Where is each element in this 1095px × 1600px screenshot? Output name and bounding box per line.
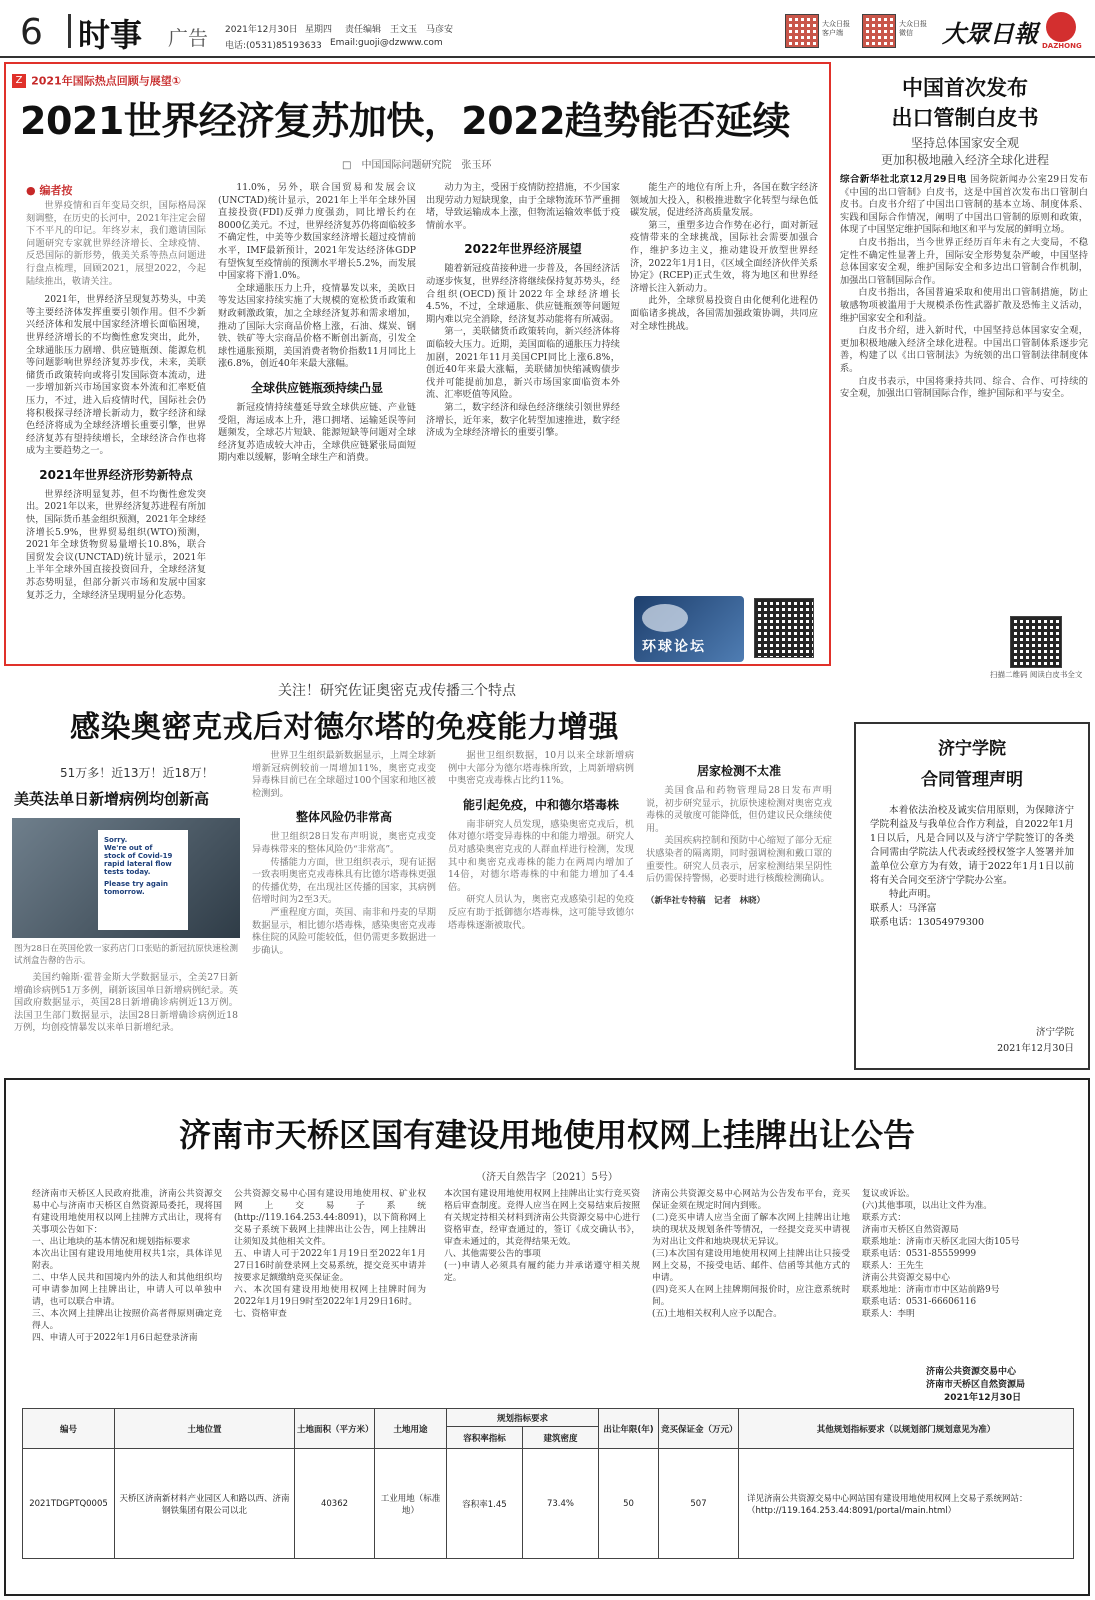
- qr2-label: 大众日报 微信: [899, 20, 927, 37]
- land-notice: [4, 1078, 1090, 1596]
- colB-para-2: 研究人员认为，奥密克戎感染引起的免疫反应有助于抵御德尔塔毒株，这可能导致德尔塔毒株逐渐被取代。: [448, 894, 634, 931]
- omicron-side-para: 美国约翰斯·霍普金斯大学数据显示，全美27日新增确诊病例51万多例，刷新该国单日新增病例纪录。英国政府数据显示，英国28日新增确诊病例近13万例。法国卫生部门数据显示，法国28日新增确诊病例近18万例，均创疫情暴发以来单日新增纪录。: [14, 972, 238, 1034]
- col2-para: 11.0%，另外，联合国贸易和发展会议(UNCTAD)统计显示，2021年上半年全球外国直接投资(FDI)反弹力度强劲，同比增长约在8000亿美元。不过，世界经济复苏仍将面临较多不确定性，中美等少数国家经济增长超过疫情前水平，IMF最新预计，2021年发达经济体GDP有望恢复至疫情前的预测水平增长5.2%，而发展中国家将下滑1.0%。: [218, 182, 416, 282]
- editor-note-head-text: 编者按: [39, 184, 73, 197]
- col1-subhead: 2021年世界经济形势新特点: [39, 467, 193, 482]
- land-table-head-row: [23, 1409, 1074, 1427]
- series-tag-text: 2021年国际热点回顾与展望①: [31, 74, 182, 88]
- col4-para: 能生产的地位有所上升，各国在数字经济领域加大投入，积极推进数字化转型与绿色低碳发展，促进经济高质量发展。: [630, 182, 818, 219]
- col4-body: [630, 182, 818, 333]
- col2-para: 全球通胀压力上升，疫情暴发以来，美欧日等发达国家持续实施了大规模的宽松货币政策和财政刺激政策，加之全球经济复苏和需求增加，推动了国际大宗商品价格上涨，石油、煤炭、钢铁、铁矿等大宗商品价格不断创出新高，引发全球性通胀预期，美国消费者物价指数11月同比上涨6.8%，创近40年来最大涨幅。: [218, 282, 416, 370]
- main-column-3: [426, 182, 620, 662]
- colC-para: 美国疾病控制和预防中心缩短了部分无症状感染者的隔离期，同时强调检测和戴口罩的重要性。研究人员表示，居家检测结果呈阴性后仍需保持警惕，必要时进行核酸检测确认。: [646, 835, 832, 885]
- colC-para: 美国食品和药物管理局28日发布声明说，初步研究显示，抗原快速检测对奥密克戎毒株的灵敏度可能降低，但仍建议民众继续使用。: [646, 785, 832, 834]
- photo-caption: 图为28日在英国伦敦一家药店门口张贴的新冠抗原快速检测试剂盒告罄的告示。: [14, 944, 238, 966]
- land-col-1: 经济南市天桥区人民政府批准，济南公共资源交易中心与济南市天桥区自然资源局委托，现将国有建设用地使用权以网上挂牌方式出让，现将有关事项公告如下： 一、出让地块的基本情况和规划指标要求 本次出让国有建设用地使用权共1宗，具体详见附表。 二、中华人民共和国境内外的法人和其他组织均可申请参加网上挂牌出让，申请人可以单独申请，也可以联合申请。 三、本次网上挂牌出让按照价高者得原则确定竞得人。 四、申请人可于2022年1月6日起登录济南: [32, 1189, 222, 1343]
- qr-code-wechat[interactable]: [862, 14, 896, 48]
- land-td: 73.4%: [523, 1449, 599, 1559]
- logo-text: 大眾日報: [942, 19, 1038, 48]
- table-row: [23, 1449, 1074, 1559]
- main-article-qr[interactable]: [754, 598, 814, 658]
- col1-body: [26, 294, 206, 458]
- land-sign-1: 济南公共资源交易中心: [926, 1367, 1017, 1377]
- colA-para-2: 传播能力方面，世卫组织表示，现有证据一致表明奥密克戎毒株具有比德尔塔毒株更强的传播优势，在出现社区传播的国家，其病例倍增时间为2至3天。: [252, 856, 436, 906]
- main-article-box: [4, 62, 831, 666]
- sign-line: Please try again: [104, 880, 168, 888]
- land-sign-2: 济南市天桥区自然资源局: [926, 1380, 1026, 1390]
- masthead-rule: [0, 56, 1095, 58]
- colA-para-2: 严重程度方面，英国、南非和丹麦的早期数据显示，相比德尔塔毒株，感染奥密克戎毒株住院的风险可能较低，但仍需更多数据进一步确认。: [252, 906, 436, 956]
- main-byline: □ 中国国际问题研究院 张玉环: [342, 160, 492, 171]
- land-th: 容积率指标: [447, 1427, 523, 1449]
- qr1-label: 大众日报 客户端: [822, 20, 850, 37]
- omicron-column-c: [646, 750, 832, 1066]
- jining-sign-date: 2021年12月30日: [997, 1043, 1074, 1054]
- land-th: 土地用途: [375, 1409, 447, 1449]
- omicron-headline: 感染奥密克戎后对德尔塔的免疫能力增强: [70, 710, 619, 745]
- sign-line: rapid lateral flow: [104, 860, 172, 868]
- jining-contact-phone: 联系电话：13054979300: [870, 917, 984, 928]
- land-notice-title: 济南市天桥区国有建设用地使用权网上挂牌出让公告: [178, 1116, 915, 1154]
- masthead-editor: 责任编辑 王文玉 马彦安: [345, 25, 454, 35]
- main-column-2: [218, 182, 416, 662]
- newspaper-logo: [942, 12, 1082, 52]
- col3-para-2: 第一，美联储货币政策转向，新兴经济体将面临较大压力。近期，美国面临的通胀压力持续加剧，2021年11月美国CPI同比上涨6.8%，创近40年来最大涨幅，美联储加快缩减购债步伐并可能提前加息，新兴市场国家面临资本外流、汇率贬值等风险。: [426, 326, 620, 401]
- editor-note: 世界疫情和百年变局交织，国际格局深刻调整，在历史的长河中，2021年注定会留下不平凡的印记。年终岁末，我们邀请国际问题研究专家就世界经济增长、全球疫情、反恐国际的新形势，俄美关系等热点问题进行盘点梳理，回顾2021，展望2022，今起陆续推出，敬请关注。: [26, 200, 206, 287]
- col2-body-2: [218, 402, 416, 465]
- editor-note-head: [26, 182, 206, 198]
- colB-para: 据世卫组织数据，10月以来全球新增病例中大部分为德尔塔毒株所致，上周新增病例中奥密克戎毒株占比约11%。: [448, 750, 634, 787]
- col3-body-2: [426, 263, 620, 439]
- pharmacy-photo: [12, 818, 240, 938]
- sign-line: We're out of: [104, 844, 153, 852]
- jining-title-2: 合同管理声明: [921, 770, 1023, 790]
- section-name: 时事: [78, 16, 143, 54]
- globe-icon: [642, 604, 688, 632]
- forum-badge: [634, 596, 744, 662]
- wp-title-1: 中国首次发布: [902, 76, 1028, 100]
- wp-qr-caption: 扫描二维码 阅读白皮书全文: [990, 670, 1083, 679]
- colC-byline: （新华社专特稿 记者 林晓）: [646, 895, 766, 906]
- land-col-3: 本次国有建设用地使用权网上挂牌出让实行竞买资格后审查制度。竞得人应当在网上交易结束后按照有关规定持相关材料到济南公共资源交易中心进行资格审查，经审查通过的，签订《成交确认书》，审查未通过的，其竞得结果无效。 八、其他需要公告的事项 (一)申请人必须具有履约能力并承诺遵守相关规定。: [444, 1189, 640, 1283]
- land-table: [22, 1408, 1074, 1559]
- page-number: 6: [20, 12, 43, 53]
- wp-para: 国务院新闻办公室29日发布《中国的出口管制》白皮书，这是中国首次发布出口管制白皮书。白皮书介绍了中国出口管制的基本立场、制度体系、实践和国际合作情况，阐明了中国出口管制的原则和政策，体现了中国坚定维护国际和地区和平与发展的鲜明立场。: [840, 174, 1088, 236]
- qr-code-client[interactable]: [785, 14, 819, 48]
- colC-subhead: 居家检测不太准: [696, 764, 781, 778]
- col3-para: 动力为主，受困于疫情防控措施，不少国家出现劳动力短缺现象，由于全球物流环节严重拥堵，导致运输成本上涨，但物流运输效率低于疫情前水平。: [426, 182, 620, 231]
- land-th: 其他规划指标要求（以规划部门规划意见为准）: [739, 1409, 1074, 1449]
- bullet-icon: ●: [26, 184, 40, 197]
- land-td: 2021TDGPTQ0005: [23, 1449, 115, 1559]
- land-th-group: 规划指标要求: [447, 1409, 599, 1427]
- jining-title-1: 济宁学院: [938, 739, 1006, 759]
- sign-line: tomorrow.: [104, 888, 145, 896]
- main-column-1: [26, 182, 206, 662]
- forum-label: 环球论坛: [642, 639, 706, 655]
- wp-para: 白皮书指出，当今世界正经历百年未有之大变局，不稳定性不确定性显著上升，国际安全形势复杂严峻，中国坚持总体国家安全观，维护国际安全和多边出口管制合作机制，加强出口管制国际合作。: [840, 236, 1088, 286]
- masthead-date: 2021年12月30日: [225, 25, 298, 35]
- series-tag-icon: Z: [12, 74, 26, 88]
- land-th: 建筑密度: [523, 1427, 599, 1449]
- photo-sign: [98, 830, 188, 930]
- land-sign-date: 2021年12月30日: [944, 1393, 1022, 1403]
- wp-para: 白皮书表示，中国将秉持共同、综合、合作、可持续的安全观，加强出口管制国际合作，维护国际和平与安全。: [840, 375, 1088, 400]
- land-col-2: 公共资源交易中心国有建设用地使用权、矿业权网上交易子系统(http://119.164.253.44:8091)，以下简称网上交易子系统下载网上挂牌出让公告，网上挂牌出让须知及其他相关文件。 五、申请人可于2022年1月19日至2022年1月27日16时前登录网上交易系统，提交竞买申请并按要求足额缴纳竞买保证金。 六、本次国有建设用地使用权网上挂牌时间为2022年1月19日9时至2022年1月29日16时。 七、资格审查: [234, 1189, 426, 1319]
- omicron-column-b: [448, 750, 634, 1066]
- omicron-side-title: 美英法单日新增病例均创新高: [14, 790, 210, 808]
- land-td: 40362: [295, 1449, 375, 1559]
- colA-para: 世界卫生组织最新数据显示，上周全球新增新冠病例较前一周增加11%，奥密克戎变异毒株目前已在全球超过100个国家和地区被检测到。: [252, 750, 436, 799]
- wp-title-2: 出口管制白皮书: [891, 106, 1039, 130]
- main-column-4: [630, 182, 818, 592]
- land-th: 竞买保证金（万元）: [659, 1409, 739, 1449]
- series-tag: [12, 70, 181, 86]
- col4-para: 第三，重塑多边合作势在必行，面对新冠疫情带来的全球挑战，国际社会需要加强合作，维护多边主义，推动建设开放型世界经济，2022年1月1日，《区域全面经济伙伴关系协定》(RCEP)正式生效，将为地区和世界经济增长注入新动力。: [630, 219, 818, 294]
- sign-line: Sorry.: [104, 836, 128, 844]
- masthead-divider: [68, 14, 71, 48]
- colA-para-2: 世卫组织28日发布声明说，奥密克戎变异毒株带来的整体风险仍“非常高”。: [252, 831, 436, 855]
- logo-emblem-icon: [1046, 12, 1076, 42]
- land-th: 编号: [23, 1409, 115, 1449]
- wp-subtitle-2: 更加积极地融入经济全球化进程: [880, 153, 1049, 167]
- wp-dateline: 综合新华社北京12月29日电: [840, 174, 967, 185]
- land-td: 工业用地（标准地）: [375, 1449, 447, 1559]
- jining-contact-person: 联系人：马泽富: [870, 903, 937, 914]
- col3-subhead: 2022年世界经济展望: [464, 242, 582, 257]
- land-td: 50: [599, 1449, 659, 1559]
- sign-line: tests today.: [104, 868, 151, 876]
- jining-notice: [854, 722, 1090, 1070]
- col3-para-2: 随着新冠疫苗接种进一步普及，各国经济活动逐步恢复，世界经济将继续保持复苏势头，经合组织(OECD)预计2022年全球经济增长4.5%，不过，全球通胀、供应链瓶颈等问题短期内难以完全消除，经济复苏动能将有所减弱。: [426, 263, 620, 325]
- wp-qr-code[interactable]: [1010, 616, 1062, 668]
- sign-line: stock of Covid-19: [104, 852, 173, 860]
- masthead-phone: 电话:(0531)85193633: [225, 41, 322, 51]
- land-notice-docno: （济天自然告字〔2021〕5号）: [476, 1172, 618, 1183]
- masthead-weekday: 星期四: [305, 25, 333, 35]
- land-td: 容积率1.45: [447, 1449, 523, 1559]
- omicron-kicker: 关注！研究佐证奥密克戎传播三个特点: [278, 683, 516, 699]
- land-table-wrap: [22, 1408, 1074, 1559]
- jining-closing: 特此声明。: [889, 889, 937, 900]
- omicron-side-kicker: 51万多！近13万！近18万！: [60, 766, 214, 780]
- sidebar-white-paper: [840, 72, 1090, 679]
- col1-para-2: 世界经济明显复苏，但不均衡性愈发突出。2021年以来，世界经济复苏进程有所加快，国际货币基金组织预测，2021年全球经济增长5.9%，世界贸易组织(WTO)预测，2021年全球货物贸易量增长10.8%，联合国贸发会议(UNCTAD)统计显示，2021年上半年全球外国直接投资回升，全球经济复苏态势明显，但部分新兴市场和发展中国家复苏乏力，全球经济呈现明显分化态势。: [26, 488, 206, 601]
- omicron-article: [4, 672, 840, 1072]
- colB-subhead: 能引起免疫，中和德尔塔毒株: [462, 797, 619, 812]
- jining-body: 本着依法治校及诚实信用原则，为保障济宁学院利益及与我单位合作方利益，自2022年1月1日以后，凡是合同以及与济宁学院签订的各类合同需由学院法人代表或经授权签字人签署并加盖单位公章方为有效，请于2022年1月1日以前将有关合同交至济宁学院办公室。: [870, 805, 1074, 886]
- col3-body: [426, 182, 620, 232]
- land-td: 507: [659, 1449, 739, 1559]
- logo-sub: DAZHONG: [1042, 42, 1082, 50]
- masthead: [0, 0, 1095, 58]
- land-th: 出让年限(年): [599, 1409, 659, 1449]
- wp-para: 白皮书指出，各国普遍采取和使用出口管制措施，防止敏感物项被滥用于大规模杀伤性武器扩散及恐怖主义活动，维护国家安全和利益。: [840, 287, 1088, 324]
- ad-label: 广告: [168, 26, 208, 50]
- col1-body-2: [26, 489, 206, 602]
- col1-para: 2021年，世界经济呈现复苏势头，中美等主要经济体发挥重要引领作用。但不少新兴经济体和发展中国家经济增长面临困境，世界经济增长的不均衡性愈发突出，此外，全球通胀压力剧增、供应链瓶颈、能源危机等问题影响世界经济复苏步伐，未来，美联储货币政策转向或将引发国际资本流动，进一步增加新兴市场国家资本外流和汇率贬值压力，不过，进入后疫情时代，国际社会仍将积极探寻经济增长新动力，数字经济和绿色经济将成为全球经济增长重要引擎，世界经济复苏有望持续增长，全球经济合作也将成为主要趋势之一。: [26, 294, 206, 457]
- wp-para: 白皮书介绍，进入新时代，中国坚持总体国家安全观，更加积极地融入经济全球化进程。中国出口管制体系逐步完善，构建了以《出口管制法》为统领的出口管制法律制度体系。: [840, 325, 1088, 374]
- main-headline: 2021世界经济复苏加快，2022趋势能否延续: [20, 99, 791, 143]
- land-th: 土地位置: [115, 1409, 295, 1449]
- colA-subhead: 整体风险仍非常高: [295, 810, 392, 825]
- wp-subtitle-1: 坚持总体国家安全观: [910, 136, 1019, 150]
- land-col-4: 济南公共资源交易中心网站为公告发布平台，竞买保证金须在规定时间内到账。 (二)竞买申请人应当全面了解本次网上挂牌出让地块的现状及规划条件等情况，一经提交竞买申请视为对出让文件和地块现状无异议。 (三)本次国有建设用地使用权网上挂牌出让只接受网上交易，不接受电话、邮件、信函等其他方式的申请。 (四)竞买人在网上挂牌期间报价时，应注意系统时间。 (五)土地相关权利人应予以配合。: [652, 1189, 850, 1319]
- omicron-column-a: [252, 750, 436, 1066]
- col2-subhead: 全球供应链瓶颈持续凸显: [250, 380, 383, 395]
- land-td: 详见济南公共资源交易中心网站国有建设用地使用权网上交易子系统网站：（http://119.164.253.44:8091/portal/main.html）: [739, 1449, 1074, 1559]
- wp-body: [840, 174, 1088, 634]
- masthead-email: Email:guoji@dzwww.com: [330, 38, 443, 48]
- col4-para: 此外，全球贸易投资自由化便利化进程仍面临诸多挑战，各国需加强政策协调，共同应对全球性挑战。: [630, 295, 818, 332]
- colB-para-2: 南非研究人员发现，感染奥密克戎后，机体对德尔塔变异毒株的中和能力增强。研究人员对感染奥密克戎的人群血样进行检测，发现其中和奥密克戎毒株的能力在两周内增加了14倍，对德尔塔毒株的中和能力增加了4.4倍。: [448, 818, 634, 893]
- omicron-side-body: [14, 972, 238, 1062]
- col2-body: [218, 182, 416, 371]
- land-col-5: 复议或诉讼。 (六)其他事项，以出让文件为准。 联系方式： 济南市天桥区自然资源局 联系地址：济南市天桥区北园大街105号 联系电话：0531-85559999 联系人：王先生 济南公共资源交易中心 联系地址：济南市市中区站前路9号 联系电话：0531-66606116 联系人：李明: [862, 1189, 1020, 1319]
- land-td: 天桥区济南新材料产业园区人和路以西、济南钢铁集团有限公司以北: [115, 1449, 295, 1559]
- col2-para-2: 新冠疫情持续蔓延导致全球供应链、产业链受阻，海运成本上升，港口拥堵、运输延误等问题频发，全球芯片短缺、能源短缺等问题对全球经济复苏造成较大冲击，全球供应链紧张局面短期内难以缓解，影响全球生产和消费。: [218, 401, 416, 464]
- jining-sign: 济宁学院: [1035, 1027, 1074, 1038]
- col3-para-2: 第二，数字经济和绿色经济继续引领世界经济增长，近年来，数字化转型加速推进，数字经济成为全球经济增长的重要引擎。: [426, 401, 620, 439]
- land-th: 土地面积（平方米）: [295, 1409, 375, 1449]
